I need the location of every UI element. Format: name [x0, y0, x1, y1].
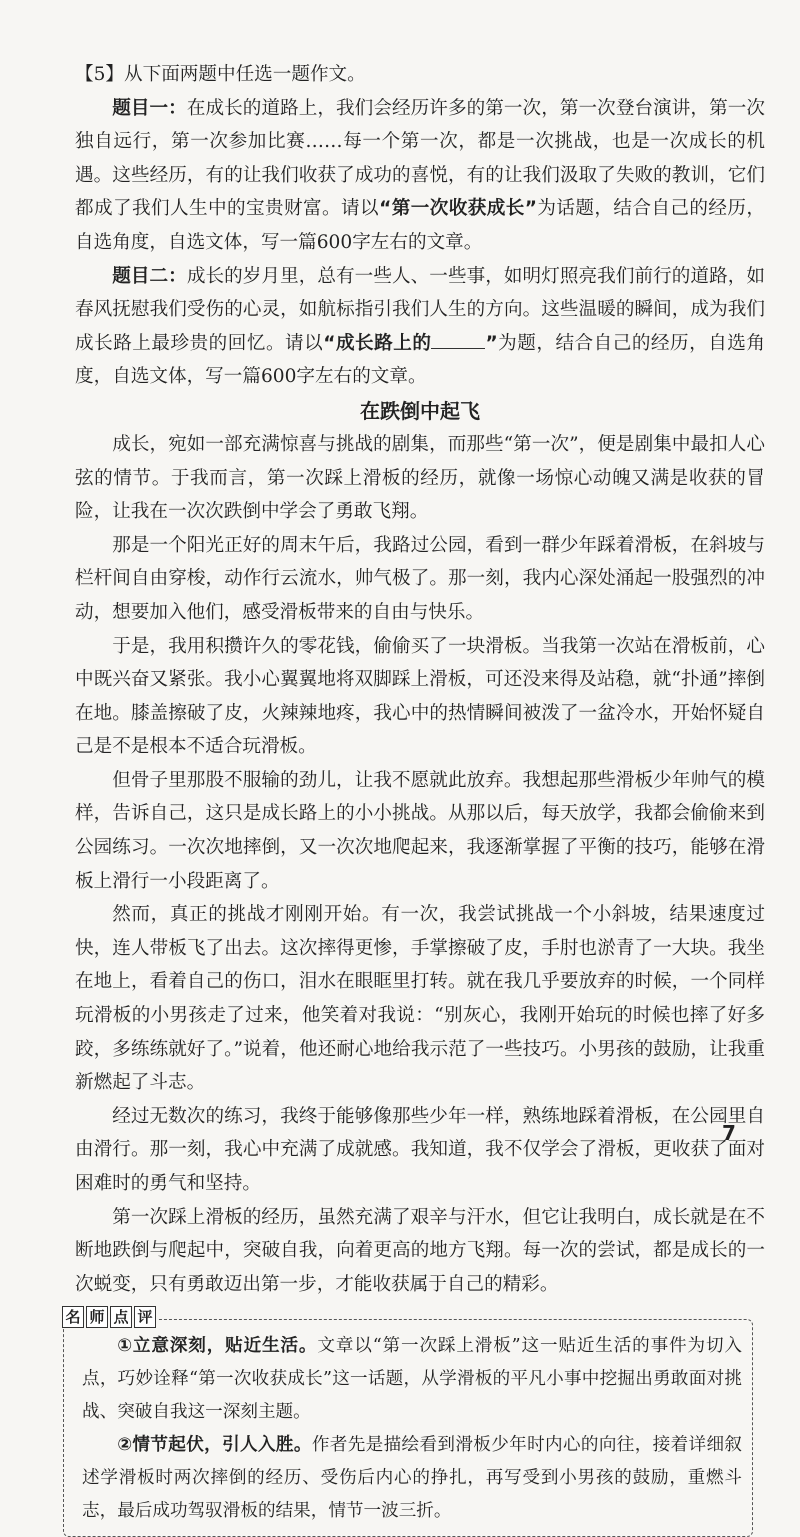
label-char: 评 [134, 1306, 156, 1328]
essay-paragraph: 但骨子里那股不服输的劲儿，让我不愿就此放弃。我想起那些滑板少年帅气的模样，告诉自己，这只是成长路上的小小挑战。从那以后，每天放学，我都会偷偷来到公园练习。一次次地摔倒，又一次次地爬起来，我逐渐掌握了平衡的技巧，能够在滑板上滑行一小段距离了。 [75, 769, 765, 892]
comment-point-one-title: ①立意深刻，贴近生活。 [117, 1336, 318, 1357]
topic-one-label: 题目一： [112, 97, 187, 119]
essay-paragraph: 经过无数次的练习，我终于能够像那些少年一样，熟练地踩着滑板，在公园里自由滑行。那一刻，我心中充满了成就感。我知道，我不仅学会了滑板，更收获了面对困难时的勇气和坚持。 [75, 1105, 765, 1194]
essay-paragraph: 第一次踩上滑板的经历，虽然充满了艰辛与汗水，但它让我明白，成长就是在不断地跌倒与爬起中，突破自我，向着更高的地方飞翔。每一次的尝试，都是成长的一次蜕变，只有勇敢迈出第一步，才能收获属于自己的精彩。 [75, 1206, 765, 1295]
topic-one-text-a: 在成长的道路上，我们会经历许多的第一次，第一次登台演讲，第一次独自远行，第一次参加比赛……每一个第一次，都是一次挑战，也是一次成长的机遇。这些经历，有的让我们收获了成功的喜悦，有的让我们汲取了失败的教训，它们都成了我们人生中的宝贵财富。请以 [75, 97, 765, 220]
prompt-heading: 【5】从下面两题中任选一题作文。 [75, 64, 366, 85]
page-number: 7 [722, 1121, 736, 1145]
comment-point-one [82, 1330, 742, 1429]
fill-in-blank [431, 332, 485, 349]
essay-paragraph: 于是，我用积攒许久的零花钱，偷偷买了一块滑板。当我第一次站在滑板前，心中既兴奋又紧张。我小心翼翼地将双脚踩上滑板，可还没来得及站稳，就“扑通”摔倒在地。膝盖擦破了皮，火辣辣地疼，我心中的热情瞬间被泼了一盆冷水，开始怀疑自己是不是根本不适合玩滑板。 [75, 635, 765, 758]
topic-two-label: 题目二： [112, 265, 187, 287]
teacher-comment-label [60, 1306, 158, 1328]
essay-paragraph: 那是一个阳光正好的周末午后，我路过公园，看到一群少年踩着滑板，在斜坡与栏杆间自由穿梭，动作行云流水，帅气极了。那一刻，我内心深处涌起一股强烈的冲动，想要加入他们，感受滑板带来的自由与快乐。 [75, 534, 765, 623]
comment-point-two-title: ②情节起伏，引人入胜。 [117, 1435, 312, 1456]
comment-point-two [82, 1429, 742, 1528]
essay-paragraph: 成长，宛如一部充满惊喜与挑战的剧集，而那些“第一次”，便是剧集中最扣人心弦的情节。于我而言，第一次踩上滑板的经历，就像一场惊心动魄又满是收获的冒险，让我在一次次跌倒中学会了勇敢飞翔。 [75, 433, 765, 523]
topic-two-text-a: 成长的岁月里，总有一些人、一些事，如明灯照亮我们前行的道路，如春风抚慰我们受伤的心灵，如航标指引我们人生的方向。这些温暖的瞬间，成为我们成长路上最珍贵的回忆。请以 [75, 265, 765, 354]
comment-point-two-text: 作者先是描绘看到滑板少年时内心的向往，接着详细叙述学滑板时两次摔倒的经历、受伤后内心的挣扎，再写受到小男孩的鼓励，重燃斗志，最后成功驾驭滑板的结果，情节一波三折。 [82, 1435, 742, 1522]
label-char: 点 [110, 1306, 132, 1328]
topic-one-text-b: 为话题，结合自己的经历，自选角度，自选文体，写一篇600字左右的文章。 [75, 198, 765, 253]
comment-point-one-text: 文章以“第一次踩上滑板”这一贴近生活的事件为切入点，巧妙诠释“第一次收获成长”这一话题，从学滑板的平凡小事中挖掘出勇敢面对挑战、突破自我这一深刻主题。 [82, 1336, 742, 1423]
topic-two-bold: “成长路上的 [323, 332, 432, 354]
topic-two-text-b: 为题，结合自己的经历，自选角度，自选文体，写一篇600字左右的文章。 [75, 332, 765, 388]
label-char: 名 [62, 1306, 84, 1328]
topic-two-bold-end: ” [485, 332, 498, 354]
essay-title: 在跌倒中起飞 [360, 398, 480, 423]
topic-one-bold: “第一次收获成长” [379, 198, 537, 220]
topic-two [75, 260, 765, 394]
label-char: 师 [86, 1306, 108, 1328]
topic-one [75, 92, 765, 260]
teacher-comment-box [63, 1308, 753, 1537]
essay-paragraph: 然而，真正的挑战才刚刚开始。有一次，我尝试挑战一个小斜坡，结果速度过快，连人带板飞了出去。这次摔得更惨，手掌擦破了皮，手肘也淤青了一大块。我坐在地上，看着自己的伤口，泪水在眼眶里打转。就在我几乎要放弃的时候，一个同样玩滑板的小男孩走了过来，他笑着对我说：“别灰心，我刚开始玩的时候也摔了好多跤，多练练就好了。”说着，他还耐心地给我示范了一些技巧。小男孩的鼓励，让我重新燃起了斗志。 [75, 904, 765, 1094]
content-area [65, 58, 765, 1537]
